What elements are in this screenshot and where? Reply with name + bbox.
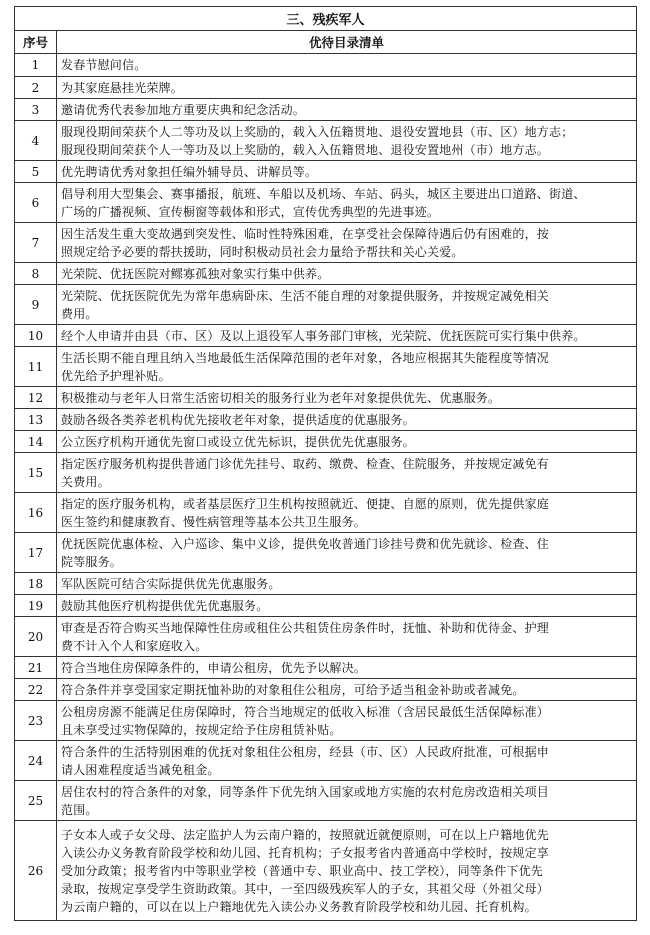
- row-content: [57, 453, 637, 493]
- row-number: 17: [15, 533, 57, 573]
- row-content-line: 录取，按规定享受学生资助政策。其中，一至四级残疾军人的子女，其祖父母（外祖父母）: [61, 881, 550, 896]
- row-number: 23: [15, 701, 57, 741]
- table-row: [15, 347, 637, 387]
- row-content-line: 为云南户籍的，可以在以上户籍地优先入读公办义务教育阶段学校和幼儿园、托育机构。: [61, 899, 537, 914]
- row-number: 26: [15, 821, 57, 921]
- row-content-line: 服现役期间荣获个人二等功及以上奖励的，载入入伍籍贯地、退役安置地县（市、区）地方志；: [61, 124, 574, 139]
- row-content-line: 公立医疗机构开通优先窗口或设立优先标识，提供优先优惠服务。: [61, 434, 415, 449]
- row-content-line: 鼓励其他医疗机构提供优先优惠服务。: [61, 598, 269, 613]
- row-content: [57, 161, 637, 183]
- table-row: [15, 223, 637, 263]
- row-content: [57, 701, 637, 741]
- row-content-line: 院等服务。: [61, 554, 123, 569]
- table-row: [15, 161, 637, 183]
- row-content: [57, 657, 637, 679]
- row-content: [57, 387, 637, 409]
- row-content: [57, 54, 637, 77]
- table-row: [15, 701, 637, 741]
- row-content: [57, 741, 637, 781]
- table-row: [15, 453, 637, 493]
- row-content-line: 范围。: [61, 802, 98, 817]
- row-content-line: 医生签约和健康教育、慢性病管理等基本公共卫生服务。: [61, 514, 367, 529]
- table-row: [15, 285, 637, 325]
- row-number: 7: [15, 223, 57, 263]
- table-row: [15, 409, 637, 431]
- table-row: [15, 595, 637, 617]
- row-number: 4: [15, 121, 57, 161]
- row-content-line: 广场的广播视频、宣传橱窗等载体和形式，宣传优秀典型的先进事迹。: [61, 204, 440, 219]
- row-content-line: 指定医疗服务机构提供普通门诊优先挂号、取药、缴费、检查、住院服务，并按规定减免有: [61, 456, 550, 471]
- row-content-line: 公租房房源不能满足住房保障时，符合当地规定的低收入标准（含居民最低生活保障标准）: [61, 704, 550, 719]
- row-content: [57, 263, 637, 285]
- row-content: [57, 781, 637, 821]
- row-number: 25: [15, 781, 57, 821]
- row-content-line: 因生活发生重大变故遇到突发性、临时性特殊困难，在享受社会保障待遇后仍有困难的，按: [61, 226, 550, 241]
- row-content: [57, 223, 637, 263]
- row-content-line: 邀请优秀代表参加地方重要庆典和纪念活动。: [61, 102, 306, 117]
- section-title: 三、残疾军人: [15, 7, 637, 31]
- row-content: [57, 121, 637, 161]
- row-content-line: 关费用。: [61, 474, 110, 489]
- row-number: 5: [15, 161, 57, 183]
- row-content-line: 优抚医院优惠体检、入户巡诊、集中义诊，提供免收普通门诊挂号费和优先就诊、检查、住: [61, 536, 550, 551]
- row-number: 6: [15, 183, 57, 223]
- row-number: 14: [15, 431, 57, 453]
- row-content: [57, 325, 637, 347]
- row-content-line: 为其家庭悬挂光荣牌。: [61, 80, 184, 95]
- row-number: 2: [15, 77, 57, 99]
- row-number: 15: [15, 453, 57, 493]
- table-row: [15, 54, 637, 77]
- row-content-line: 服现役期间荣获个人一等功及以上奖励的，载入入伍籍贯地、退役安置地州（市）地方志。: [61, 142, 550, 157]
- row-content-line: 审查是否符合购买当地保障性住房或租住公共租赁住房条件时，抚恤、补助和优待金、护理: [61, 620, 550, 635]
- row-content: [57, 77, 637, 99]
- preferential-treatment-table: [14, 6, 637, 921]
- row-number: 10: [15, 325, 57, 347]
- table-row: [15, 533, 637, 573]
- row-content-line: 鼓励各级各类养老机构优先接收老年对象，提供适度的优惠服务。: [61, 412, 415, 427]
- row-number: 18: [15, 573, 57, 595]
- row-content: [57, 595, 637, 617]
- table-row: [15, 573, 637, 595]
- row-number: 12: [15, 387, 57, 409]
- row-number: 19: [15, 595, 57, 617]
- header-index: 序号: [15, 31, 57, 54]
- row-content-line: 光荣院、优抚医院优先为常年患病卧床、生活不能自理的对象提供服务，并按规定减免相关: [61, 288, 550, 303]
- row-content: [57, 99, 637, 121]
- row-content-line: 积极推动与老年人日常生活密切相关的服务行业为老年对象提供优先、优惠服务。: [61, 390, 501, 405]
- row-content-line: 照规定给予必要的帮扶援助，同时积极动员社会力量给予帮扶和关心关爱。: [61, 244, 464, 259]
- row-number: 13: [15, 409, 57, 431]
- table-row: [15, 99, 637, 121]
- table-row: [15, 821, 637, 921]
- row-number: 9: [15, 285, 57, 325]
- row-content-line: 光荣院、优抚医院对鳏寡孤独对象实行集中供养。: [61, 266, 330, 281]
- table-body: [15, 54, 637, 921]
- table-row: [15, 741, 637, 781]
- row-content-line: 倡导利用大型集会、赛事播报，航班、车船以及机场、车站、码头，城区主要进出口道路、街道、: [61, 186, 586, 201]
- row-content-line: 入读公办义务教育阶段学校和幼儿园、托育机构；子女报考省内普通高中学校时，按规定享: [61, 845, 550, 860]
- row-content-line: 符合条件并享受国家定期抚恤补助的对象租住公租房，可给予适当租金补助或者减免。: [61, 682, 525, 697]
- row-content-line: 发春节慰问信。: [61, 58, 147, 72]
- row-number: 8: [15, 263, 57, 285]
- row-content-line: 请人困难程度适当减免租金。: [61, 762, 220, 777]
- row-content: [57, 821, 637, 921]
- row-content-line: 指定的医疗服务机构，或者基层医疗卫生机构按照就近、便捷、自愿的原则，优先提供家庭: [61, 496, 550, 511]
- row-number: 24: [15, 741, 57, 781]
- table-row: [15, 657, 637, 679]
- row-number: 21: [15, 657, 57, 679]
- row-content-line: 生活长期不能自理且纳入当地最低生活保障范围的老年对象，各地应根据其失能程度等情况: [61, 350, 550, 365]
- row-content: [57, 347, 637, 387]
- row-number: 1: [15, 54, 57, 77]
- header-content: 优待目录清单: [57, 31, 637, 54]
- row-content: [57, 431, 637, 453]
- section-title-row: [15, 7, 637, 31]
- row-content-line: 符合当地住房保障条件的，申请公租房，优先予以解决。: [61, 660, 367, 675]
- row-content-line: 居住农村的符合条件的对象，同等条件下优先纳入国家或地方实施的农村危房改造相关项目: [61, 784, 550, 799]
- row-number: 16: [15, 493, 57, 533]
- row-content-line: 费不计入个人和家庭收入。: [61, 638, 208, 653]
- row-content-line: 子女本人或子女父母、法定监护人为云南户籍的，按照就近就便原则，可在以上户籍地优先: [61, 827, 550, 842]
- table-row: [15, 263, 637, 285]
- row-content-line: 优先聘请优秀对象担任编外辅导员、讲解员等。: [61, 164, 318, 179]
- row-content: [57, 285, 637, 325]
- row-content: [57, 409, 637, 431]
- row-content: [57, 533, 637, 573]
- row-number: 22: [15, 679, 57, 701]
- table-row: [15, 431, 637, 453]
- table-row: [15, 493, 637, 533]
- table-row: [15, 617, 637, 657]
- row-content: [57, 183, 637, 223]
- row-number: 20: [15, 617, 57, 657]
- row-number: 3: [15, 99, 57, 121]
- row-content: [57, 679, 637, 701]
- row-content-line: 费用。: [61, 306, 98, 321]
- row-content: [57, 573, 637, 595]
- table-row: [15, 121, 637, 161]
- row-content-line: 经个人申请并由县（市、区）及以上退役军人事务部门审核，光荣院、优抚医院可实行集中供养。: [61, 328, 586, 343]
- row-content-line: 且未享受过实物保障的，按规定给予住房租赁补贴。: [61, 722, 342, 737]
- row-content: [57, 617, 637, 657]
- header-row: [15, 31, 637, 54]
- row-content-line: 受加分政策；报考省内中等职业学校（普通中专、职业高中、技工学校），同等条件下优先: [61, 863, 544, 878]
- table-row: [15, 325, 637, 347]
- row-content: [57, 493, 637, 533]
- table-row: [15, 183, 637, 223]
- table-row: [15, 781, 637, 821]
- row-content-line: 符合条件的生活特别困难的优抚对象租住公租房，经县（市、区）人民政府批准，可根据申: [61, 744, 550, 759]
- table-row: [15, 77, 637, 99]
- table-row: [15, 387, 637, 409]
- row-content-line: 军队医院可结合实际提供优先优惠服务。: [61, 576, 281, 591]
- row-content-line: 优先给予护理补贴。: [61, 368, 171, 383]
- table-row: [15, 679, 637, 701]
- row-number: 11: [15, 347, 57, 387]
